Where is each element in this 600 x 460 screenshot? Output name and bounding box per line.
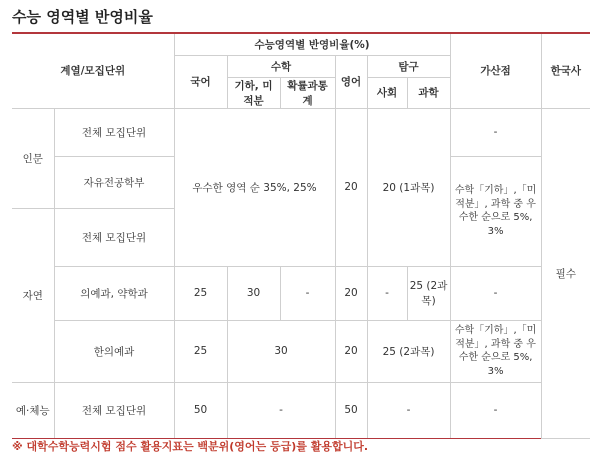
arts-english: 50	[335, 382, 367, 438]
page-title: 수능 영역별 반영비율	[12, 8, 153, 26]
arts-bonus: -	[450, 382, 541, 438]
bonus-value-top: -	[450, 108, 541, 156]
header-bonus: 가산점	[450, 33, 541, 108]
unit-all-arts: 전체 모집단위	[54, 382, 174, 438]
ratio-table	[12, 32, 590, 439]
arts-math: -	[227, 382, 335, 438]
header-category: 계열/모집단위	[12, 33, 174, 108]
unit-oriental: 한의예과	[54, 320, 174, 382]
header-science: 과학	[407, 77, 450, 108]
header-english: 영어	[335, 55, 367, 108]
oriental-korean: 25	[174, 320, 227, 382]
oriental-inquiry: 25 (2과목)	[367, 320, 450, 382]
unit-liberal: 자유전공학부	[54, 156, 174, 208]
header-korean: 국어	[174, 55, 227, 108]
history-required: 필수	[541, 108, 590, 438]
header-math-sub1: 기하, 미적분	[227, 77, 280, 108]
merged-ratio-cell: 우수한 영역 순 35%, 25%	[174, 108, 335, 266]
group-arts: 예·체능	[12, 382, 54, 438]
medpharm-math2: -	[280, 266, 335, 320]
header-ratio-group: 수능영역별 반영비율(%)	[174, 33, 450, 55]
unit-all-natural: 전체 모집단위	[54, 208, 174, 266]
bonus-value-a: 수학「기하」,「미적분」, 과학 중 우수한 순으로 5%, 3%	[450, 156, 541, 266]
footnote: ※ 대학수학능력시험 점수 활용지표는 백분위(영어는 등급)를 활용합니다.	[12, 440, 369, 453]
header-math: 수학	[227, 55, 335, 77]
medpharm-korean: 25	[174, 266, 227, 320]
medpharm-social: -	[367, 266, 407, 320]
arts-korean: 50	[174, 382, 227, 438]
medpharm-bonus: -	[450, 266, 541, 320]
oriental-math: 30	[227, 320, 335, 382]
english-value: 20	[335, 108, 367, 266]
group-humanities: 인문	[12, 108, 54, 208]
medpharm-english: 20	[335, 266, 367, 320]
header-history: 한국사	[541, 33, 590, 108]
header-inquiry: 탐구	[367, 55, 450, 77]
group-natural: 자연	[12, 208, 54, 382]
medpharm-math1: 30	[227, 266, 280, 320]
header-math-sub2: 확률과통계	[280, 77, 335, 108]
header-social: 사회	[367, 77, 407, 108]
inquiry-value: 20 (1과목)	[367, 108, 450, 266]
unit-medpharm: 의예과, 약학과	[54, 266, 174, 320]
oriental-english: 20	[335, 320, 367, 382]
arts-inquiry: -	[367, 382, 450, 438]
unit-all-humanities: 전체 모집단위	[54, 108, 174, 156]
medpharm-science: 25 (2과목)	[407, 266, 450, 320]
oriental-bonus: 수학「기하」,「미적분」, 과학 중 우수한 순으로 5%, 3%	[450, 320, 541, 382]
